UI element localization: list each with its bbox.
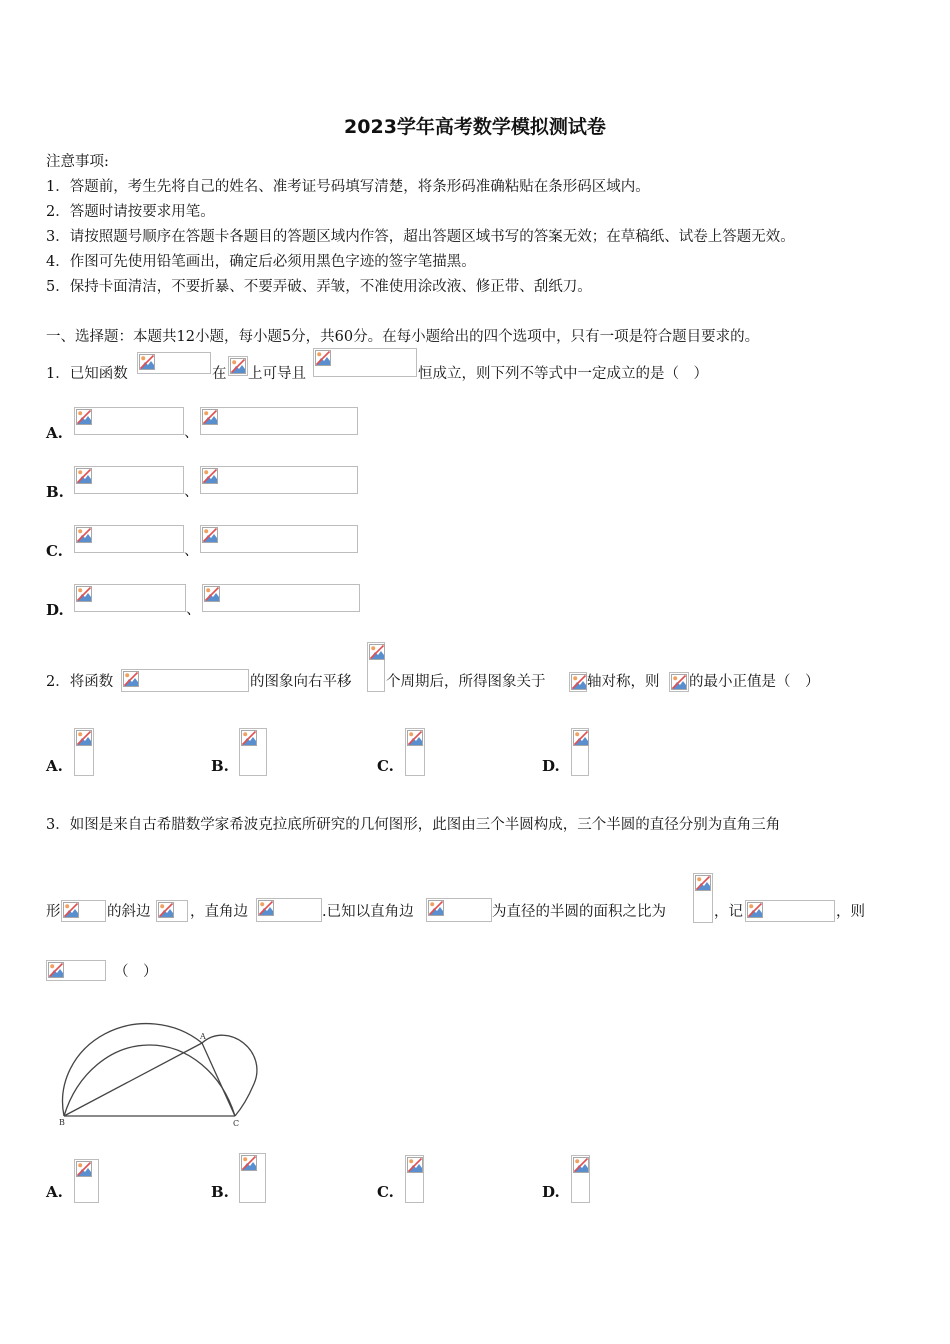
broken-image-icon [671,674,687,690]
broken-image-icon [76,1161,92,1177]
q3-text: ，则 [836,904,865,920]
broken-image-icon [230,358,246,374]
q2-number: 2．将函数 [46,674,114,690]
broken-image-icon [63,902,79,918]
figure-label-a: A [200,1032,206,1041]
option-formula-image [200,525,358,553]
formula-image-placeholder [693,873,713,923]
q3-text: .已知以直角边 [322,904,414,920]
q3-text: ，记 [714,904,743,920]
broken-image-icon [369,644,385,660]
q2-text-1: 的图象向右平移 [250,674,352,690]
broken-image-icon [573,1157,589,1173]
formula-image-placeholder [745,900,835,922]
formula-image-placeholder [256,898,322,922]
separator: 、 [184,484,199,500]
option-formula-image [74,407,184,435]
segment-ac [202,1043,235,1116]
option-formula-image [571,1155,590,1203]
option-formula-image [405,1155,424,1203]
q2-option-a-label: A. [46,757,63,775]
broken-image-icon [258,900,274,916]
q3-option-d-label: D. [542,1183,560,1201]
broken-image-icon [747,902,763,918]
notice-heading: 注意事项: [46,154,109,170]
formula-image-placeholder [426,898,492,922]
segment-ab [64,1043,202,1116]
semicircle-hypotenuse [64,1045,235,1116]
q3-text: 为直径的半圆的面积之比为 [492,904,666,920]
broken-image-icon [76,527,92,543]
q3-option-c-label: C. [377,1183,394,1201]
q1-option-c-label: C. [46,542,63,560]
broken-image-icon [695,875,711,891]
option-formula-image [239,1153,266,1203]
q1-number: 1．已知函数 [46,366,128,382]
q3-option-a-label: A. [46,1183,63,1201]
separator: 、 [186,602,201,618]
option-formula-image [74,466,184,494]
broken-image-icon [407,1157,423,1173]
broken-image-icon [407,730,423,746]
formula-image-placeholder [121,669,249,692]
q1-text-2: 上可导且 [248,366,306,382]
option-formula-image [74,728,94,776]
q1-text-3: 恒成立，则下列不等式中一定成立的是（ ） [418,366,708,382]
broken-image-icon [204,586,220,602]
separator: 、 [184,425,199,441]
separator: 、 [184,543,199,559]
q1-option-d-label: D. [46,601,64,619]
q1-text-1: 在 [212,366,227,382]
q3-text: 的斜边 [107,904,151,920]
section-heading: 一、选择题：本题共12小题，每小题5分，共60分。在每小题给出的四个选项中，只有一项是符合题目要求的。 [46,329,760,345]
q3-option-b-label: B. [211,1183,229,1201]
option-formula-image [74,1159,99,1203]
formula-image-placeholder [61,900,106,922]
formula-image-placeholder [228,356,248,376]
option-formula-image [74,584,186,612]
option-formula-image [202,584,360,612]
notice-item-4: 4．作图可先使用铅笔画出，确定后必须用黑色字迹的签字笔描黑。 [46,254,476,270]
formula-image-placeholder [137,352,211,374]
lunes-figure [50,1002,265,1132]
q2-option-b-label: B. [211,757,229,775]
option-formula-image [405,728,425,776]
formula-image-placeholder [367,642,385,692]
broken-image-icon [241,730,257,746]
q2-text-3: 轴对称，则 [587,674,660,690]
formula-image-placeholder [313,348,417,377]
option-formula-image [239,728,267,776]
formula-image-placeholder [46,960,106,981]
q3-text: 形 [46,904,61,920]
figure-label-c: C [233,1119,240,1128]
option-formula-image [74,525,184,553]
page-title: 2023学年高考数学模拟测试卷 [344,116,606,138]
broken-image-icon [158,902,174,918]
q1-option-a-label: A. [46,424,63,442]
broken-image-icon [315,350,331,366]
broken-image-icon [76,468,92,484]
broken-image-icon [76,409,92,425]
q1-option-b-label: B. [46,483,64,501]
formula-image-placeholder [669,672,689,692]
broken-image-icon [76,730,92,746]
broken-image-icon [139,354,155,370]
broken-image-icon [76,586,92,602]
semicircle-leg-ab [63,1024,202,1116]
q2-option-c-label: C. [377,757,394,775]
notice-item-3: 3．请按照题号顺序在答题卡各题目的答题区域内作答，超出答题区域书写的答案无效；在草稿纸、试卷上答题无效。 [46,229,795,245]
broken-image-icon [202,468,218,484]
q3-text-line-1: 3．如图是来自古希腊数学家希波克拉底所研究的几何图形，此图由三个半圆构成，三个半圆的直径分别为直角三角 [46,817,781,833]
broken-image-icon [241,1155,257,1171]
broken-image-icon [48,962,64,978]
q2-option-d-label: D. [542,757,560,775]
notice-item-5: 5．保持卡面清洁，不要折暴、不要弄破、弄皱，不准使用涂改液、修正带、刮纸刀。 [46,279,592,295]
broken-image-icon [123,671,139,687]
formula-image-placeholder [569,672,587,692]
notice-item-1: 1．答题前，考生先将自己的姓名、准考证号码填写清楚，将条形码准确粘贴在条形码区域内。 [46,179,650,195]
q2-text-2: 个周期后，所得图象关于 [386,674,546,690]
broken-image-icon [571,674,587,690]
q2-text-4: 的最小正值是（ ） [689,674,820,690]
q3-answer-paren: （ ） [114,964,158,980]
q3-text: ，直角边 [190,904,248,920]
broken-image-icon [202,527,218,543]
broken-image-icon [202,409,218,425]
option-formula-image [571,728,589,776]
figure-label-b: B [59,1118,65,1127]
option-formula-image [200,466,358,494]
notice-item-2: 2．答题时请按要求用笔。 [46,204,215,220]
option-formula-image [200,407,358,435]
broken-image-icon [573,730,589,746]
formula-image-placeholder [156,900,188,922]
broken-image-icon [428,900,444,916]
